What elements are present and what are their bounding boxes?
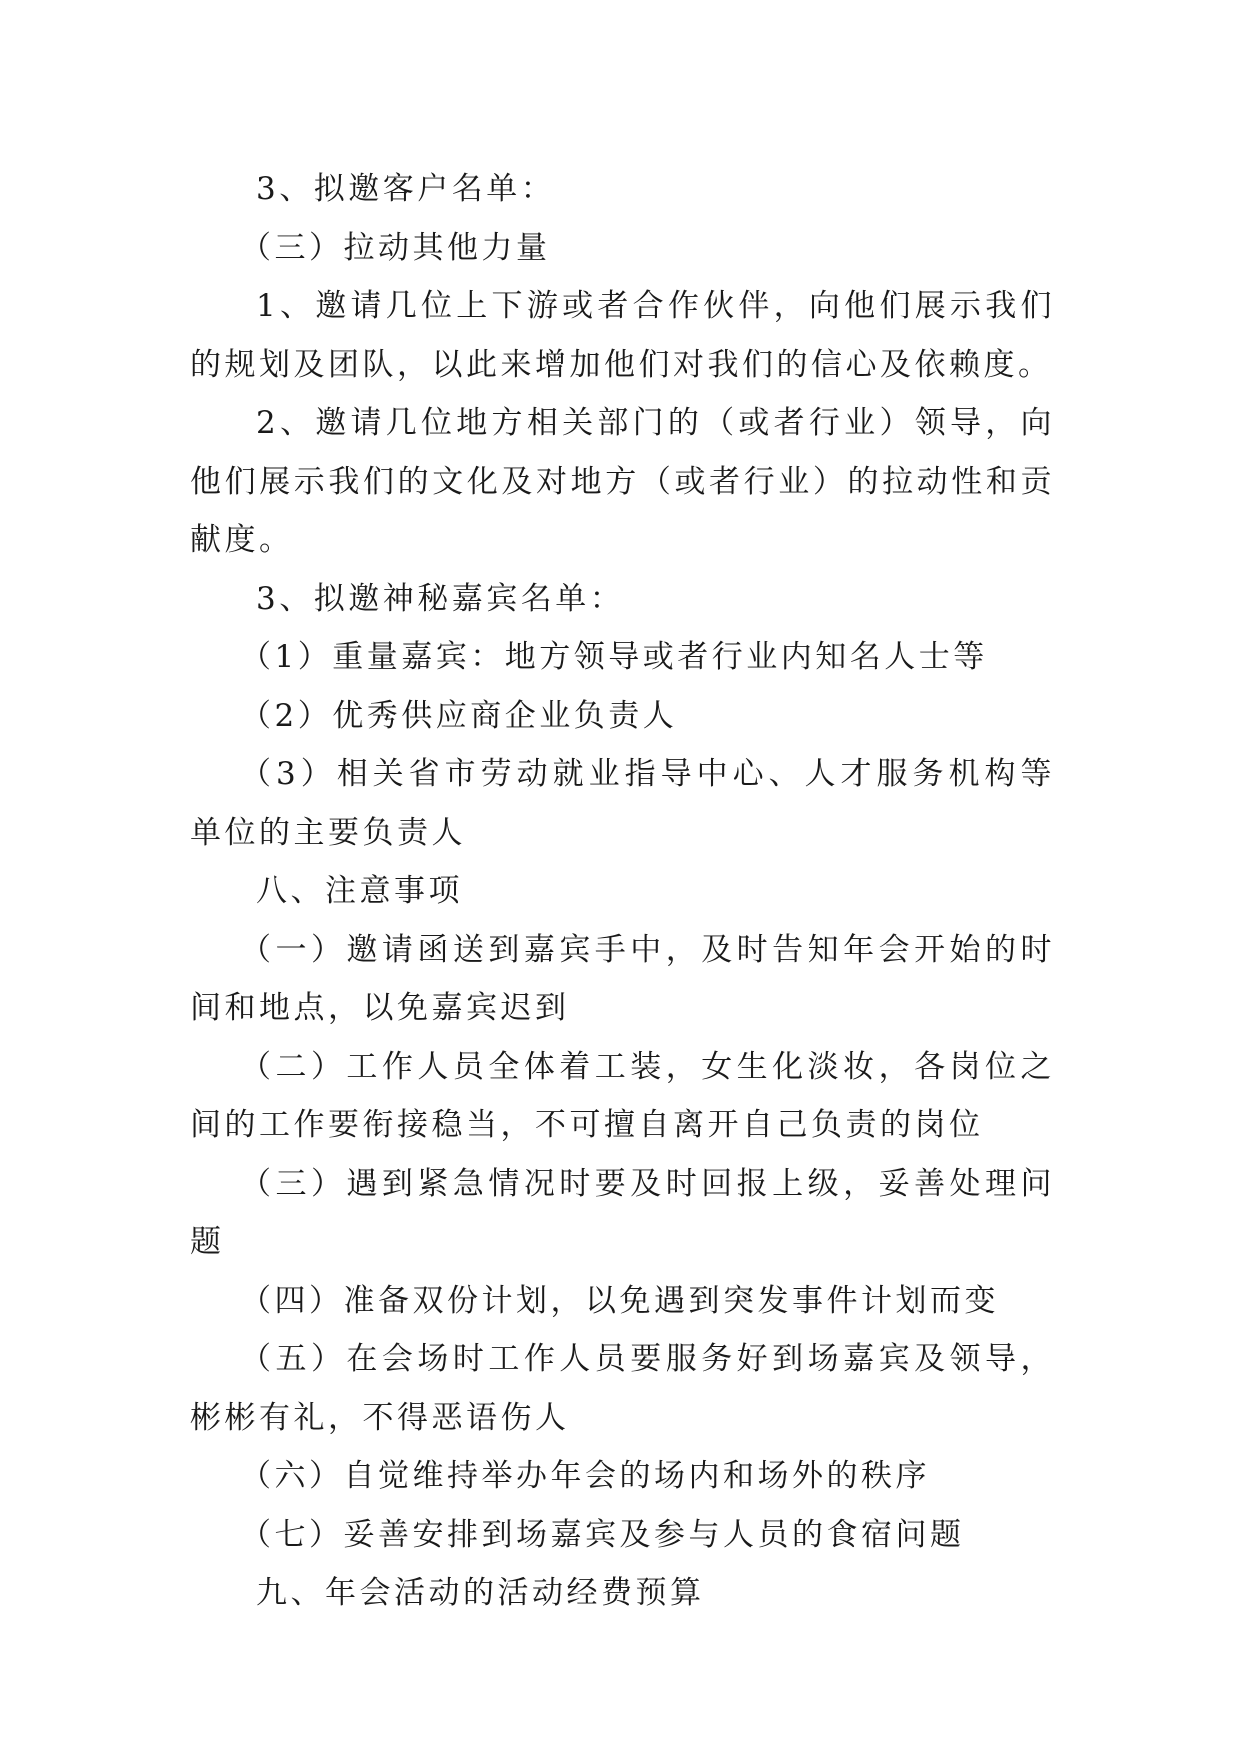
list-item-vip-guests: （1）重量嘉宾：地方领导或者行业内知名人士等 [240, 639, 988, 675]
list-item-precaution-2: （二）工作人员全体着工装，女生化淡妆，各岗位之间的工作要衔接稳当，不可擅自离开自己负责的岗位 [190, 1048, 1055, 1143]
document-body [190, 160, 1055, 1623]
paragraph-invite-officials: 2、邀请几位地方相关部门的（或者行业）领导，向他们展示我们的文化及对地方（或者行业）的拉动性和贡献度。 [190, 405, 1055, 558]
list-item-precaution-1: （一）邀请函送到嘉宾手中，及时告知年会开始的时间和地点，以免嘉宾迟到 [190, 931, 1055, 1026]
heading-budget: 九、年会活动的活动经费预算 [256, 1575, 705, 1611]
paragraph-invite-partners: 1、邀请几位上下游或者合作伙伴，向他们展示我们的规划及团队，以此来增加他们对我们的信心及依赖度。 [190, 288, 1055, 383]
paragraph-invite-client-list: 3、拟邀客户名单： [256, 171, 556, 207]
list-item-precaution-6: （六）自觉维持举办年会的场内和场外的秩序 [240, 1458, 930, 1494]
list-item-precaution-5: （五）在会场时工作人员要服务好到场嘉宾及领导，彬彬有礼，不得恶语伤人 [190, 1341, 1055, 1436]
list-item-precaution-7: （七）妥善安排到场嘉宾及参与人员的食宿问题 [240, 1516, 965, 1553]
list-item-precaution-4: （四）准备双份计划，以免遇到突发事件计划而变 [240, 1282, 999, 1319]
paragraph-mystery-guest-list: 3、拟邀神秘嘉宾名单： [256, 580, 625, 617]
list-item-suppliers: （2）优秀供应商企业负责人 [240, 697, 678, 734]
list-item-employment-centers: （3）相关省市劳动就业指导中心、人才服务机构等单位的主要负责人 [190, 756, 1055, 851]
heading-other-forces: （三）拉动其他力量 [240, 229, 551, 266]
list-item-precaution-3: （三）遇到紧急情况时要及时回报上级，妥善处理问题 [190, 1165, 1055, 1260]
heading-precautions: 八、注意事项 [256, 873, 463, 909]
